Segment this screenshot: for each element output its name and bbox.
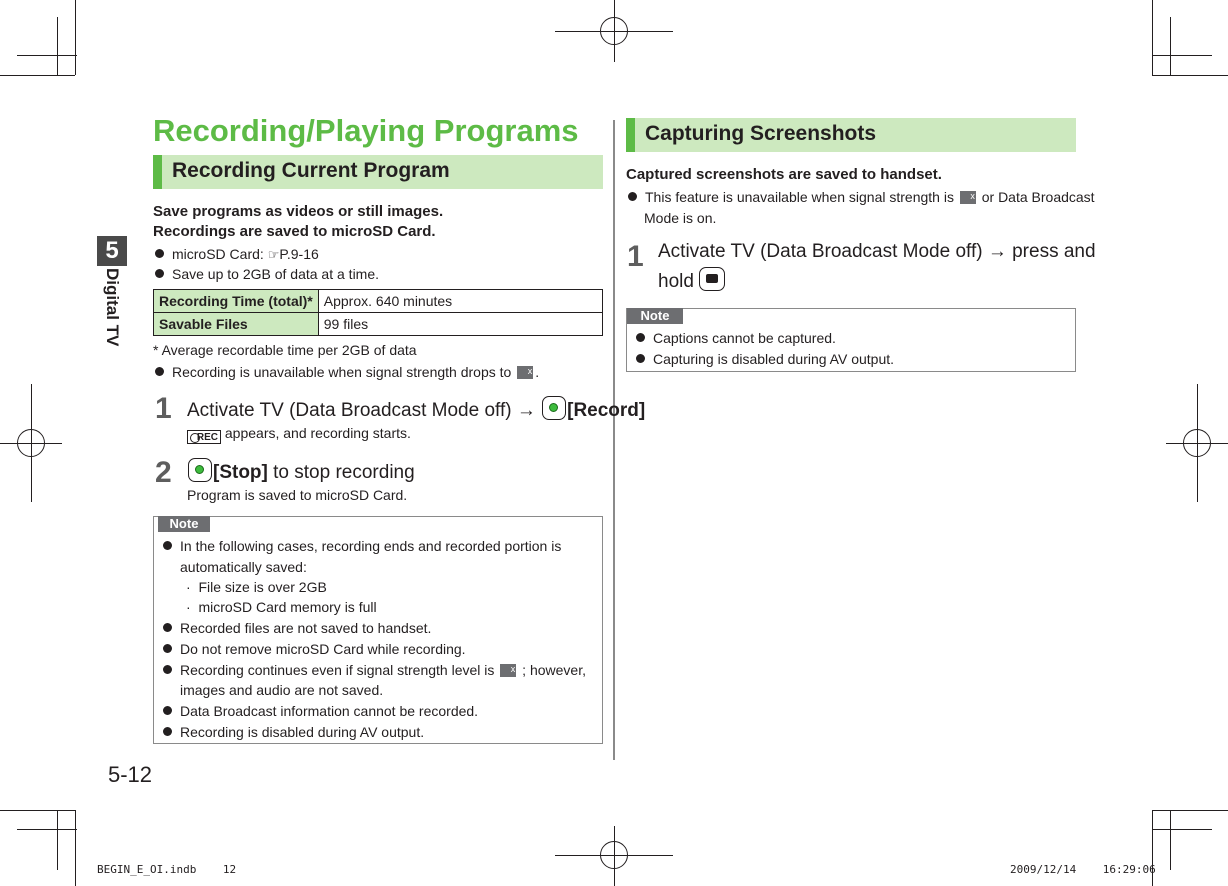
- bullet-signal: Recording is unavailable when signal strength drops to x.: [155, 362, 539, 383]
- step-text-continuation: hold: [658, 267, 725, 293]
- table-header-cell: Savable Files: [154, 313, 319, 336]
- note-item-continuation: images and audio are not saved.: [180, 682, 384, 698]
- green-key-icon: [188, 458, 212, 482]
- page-number: 5-12: [108, 762, 153, 787]
- step-text: Activate TV (Data Broadcast Mode off) → press and: [658, 241, 1096, 262]
- note-subitem: · File size is over 2GB: [186, 579, 327, 595]
- footnote: * Average recordable time per 2GB of data: [153, 342, 417, 358]
- column-divider: [613, 120, 615, 760]
- note-item: Capturing is disabled during AV output.: [636, 349, 894, 370]
- section-heading-recording: Recording Current Program: [153, 155, 603, 189]
- bullet-microsd: microSD Card: ☞P.9-16: [155, 244, 319, 265]
- note-item: Data Broadcast information cannot be recorded.: [163, 701, 478, 722]
- note-item-continuation: automatically saved:: [180, 559, 307, 575]
- step-number: 1: [155, 392, 172, 425]
- step-number: 1: [627, 240, 644, 273]
- page-title: Recording/Playing Programs: [153, 113, 579, 148]
- note-item: Do not remove microSD Card while recording.: [163, 639, 466, 660]
- step-number: 2: [155, 456, 172, 489]
- reference-icon: ☞: [267, 247, 280, 262]
- table-row: [154, 290, 603, 313]
- table-cell: Approx. 640 minutes: [318, 290, 602, 313]
- note-box: [153, 516, 603, 744]
- table-row: [154, 313, 603, 336]
- page-reference-link[interactable]: P.9-16: [279, 246, 319, 262]
- spec-table: [153, 289, 603, 336]
- step-text: Activate TV (Data Broadcast Mode off) → [Record]: [187, 396, 645, 422]
- bullet-signal: This feature is unavailable when signal strength is x or Data Broadcast: [628, 187, 1095, 208]
- note-box: [626, 308, 1076, 372]
- step-subtext: Program is saved to microSD Card.: [187, 487, 408, 503]
- intro-text: Captured screenshots are saved to handset.: [626, 166, 942, 183]
- note-item: Captions cannot be captured.: [636, 328, 836, 349]
- bullet-continuation: Mode is on.: [644, 210, 717, 226]
- green-key-icon: [542, 396, 566, 420]
- weak-signal-icon: [960, 191, 976, 204]
- note-label: Note: [627, 308, 683, 324]
- camera-key-icon: [699, 267, 725, 291]
- note-item: Recording is disabled during AV output.: [163, 722, 424, 743]
- record-softkey-label: [Record]: [567, 400, 646, 421]
- step-subtext: REC appears, and recording starts.: [187, 425, 411, 444]
- stop-softkey-label: [Stop]: [213, 462, 268, 483]
- table-cell: 99 files: [318, 313, 602, 336]
- note-subitem: · microSD Card memory is full: [186, 599, 377, 615]
- chapter-label: Digital TV: [103, 268, 122, 347]
- bullet-save-limit: Save up to 2GB of data at a time.: [155, 264, 379, 285]
- weak-signal-icon: [500, 664, 516, 677]
- note-label: Note: [158, 516, 210, 532]
- section-heading-screenshots: Capturing Screenshots: [626, 118, 1076, 152]
- footer-timestamp: 2009/12/14 16:29:06: [1010, 863, 1156, 876]
- rec-icon: REC: [187, 430, 221, 444]
- note-item: Recorded files are not saved to handset.: [163, 618, 431, 639]
- note-item: In the following cases, recording ends and recorded portion is: [163, 536, 561, 557]
- intro-text: Save programs as videos or still images. Recordings are saved to microSD Card.: [153, 203, 444, 240]
- table-header-cell: Recording Time (total)*: [154, 290, 319, 313]
- note-item: Recording continues even if signal strength level is x ; however,: [163, 660, 586, 681]
- step-text: [Stop] to stop recording: [187, 458, 415, 484]
- weak-signal-icon: [517, 366, 533, 379]
- chapter-number: 5: [97, 236, 127, 266]
- footer-filename: BEGIN_E_OI.indb 12: [97, 863, 237, 876]
